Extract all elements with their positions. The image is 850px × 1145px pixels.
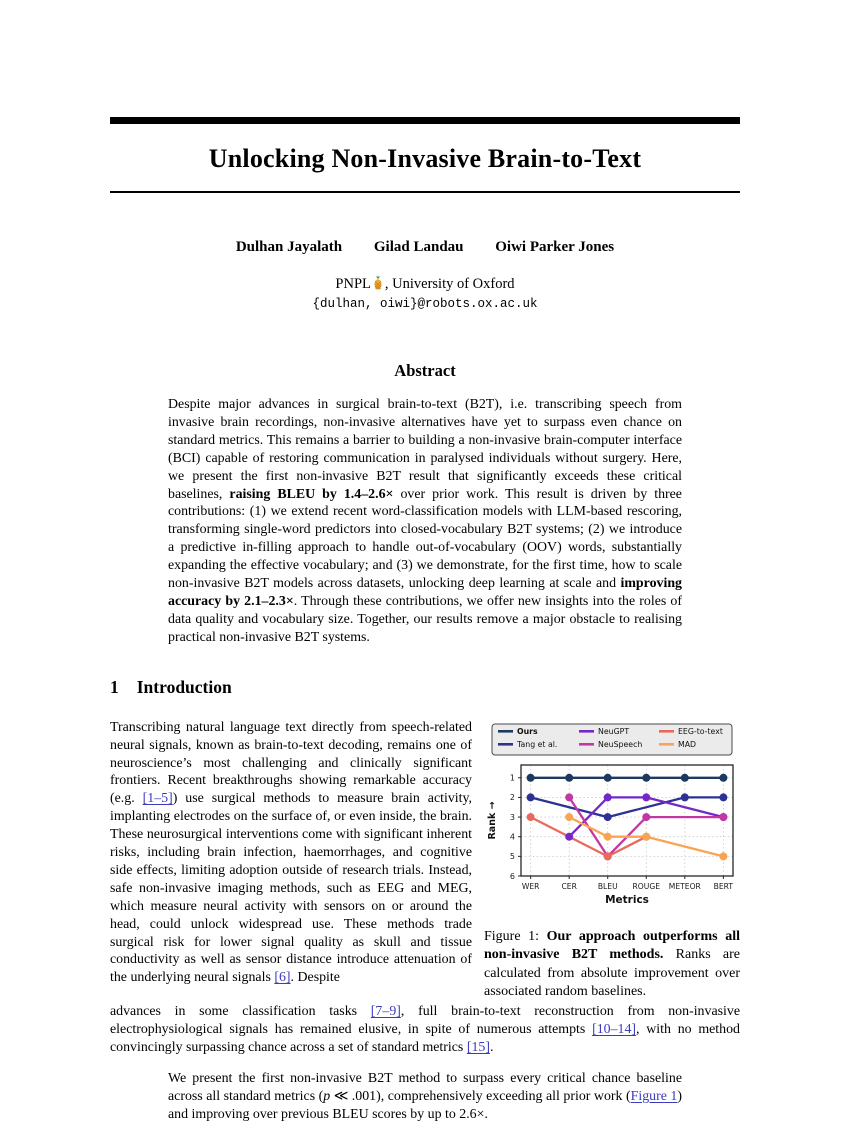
svg-text:BERT: BERT [713,881,734,891]
legend-label-MAD: MAD [678,739,697,749]
abstract-text: Despite major advances in surgical brain-to-text (B2T), i.e. transcribing speech from invasive brain recordings, non-invasive alternatives have yet to surpass even chance on standard metrics. This remains a barrier to building a non-invasive brain-computer interface (BCI) capable of restoring communication in paralysed individuals without surgery. Here, we present the first non-invasive B2T result that significantly exceeds these critical baselines, raising BLEU by 1.4–2.6× over prior work. This result is driven by three contributions: (1) we extend recent word-classification models with LLM-based rescoring, transforming single-word predictors into closed-vocabulary B2T systems; (2) we introduce a predictive in-filling approach to handle out-of-vocabulary (OOV) words, substantially expanding the effective vocabulary; and (3) we demonstrate, for the first time, how to scale non-invasive B2T models across datasets, unlocking deep learning at scale and improving accuracy by 2.1–2.3×. Through these contributions, we offer new insights into the roles of data quality and vocabulary size. Together, our results remove a major obstacle to realising practical non-invasive B2T systems. [168,397,682,645]
svg-text:6: 6 [509,871,515,881]
author-3: Oiwi Parker Jones [495,239,615,255]
legend-label-Ours: Ours [517,726,538,736]
affiliation [110,275,740,293]
chart-gridlines [521,765,733,876]
intro-figure-row [110,719,740,1002]
section-number: 1 [110,676,119,697]
svg-text:4: 4 [509,832,515,842]
svg-text:BLEU: BLEU [597,881,618,891]
figure1-block [484,719,740,1002]
page-title: Unlocking Non-Invasive Brain-to-Text [208,144,642,173]
svg-text:ROUGE: ROUGE [632,881,661,891]
plot-border [521,765,733,876]
intro-paragraph-2: We present the first non-invasive B2T method to surpass every critical chance baseline across all standard metrics (p ≪ .001), comprehensively exceeding all prior work (Figure 1) and improving over previous BLEU scores by up to 2.6×. [168,1071,683,1122]
affiliation-lab: PNPL [335,276,371,292]
intro-paragraph-1-continued: advances in some classification tasks [7–9], full brain-to-text reconstruction from non-invasive electrophysiological signals has remained elusive, in spite of numerous attempts [10–14], with no method convincingly surpassing chance across a set of standard metrics [15]. [110,1004,740,1056]
citation-link[interactable]: [7–9] [370,1004,401,1020]
figure1-caption: Figure 1: Our approach outperforms all non-invasive B2T methods. Ranks are calculated from absolute improvement over associated random baselines. [484,928,740,999]
pineapple-icon [372,275,384,290]
series-line-Tang et al. [531,797,724,817]
svg-text:Rank →: Rank → [487,801,498,840]
figure1-chart-area [484,719,740,919]
author-2: Gilad Landau [373,239,464,255]
svg-text:METEOR: METEOR [668,881,701,891]
x-axis-label: Metrics [605,893,649,906]
citation-link[interactable]: [6] [274,970,291,986]
y-axis-label [487,801,498,839]
abstract-heading: Abstract [394,361,456,380]
citation-link[interactable]: [15] [466,1040,490,1056]
affiliation-university: , University of Oxford [384,276,515,292]
top-rule [110,117,740,124]
legend-label-EEG-to-text: EEG-to-text [678,726,723,736]
intro-paragraph-1: Transcribing natural language text directly from speech-related neural signals, known as brain-to-text decoding, remains one of neuroscience’s most challenging and clinically significant frontiers. Recent breakthroughs showing remarkable accuracy (e.g. [1–5]) use surgical methods to measure brain activity, implanting electrodes on the surface of, or even inside, the brain. These neurosurgical interventions come with significant inherent risks, including brain infection, haemorrhages, and cognitive side effects, limiting adoption outside of research trials. Instead, safe non-invasive imaging methods, such as EEG and MEG, which measure neural activity with sensors on or around the head, could unlock widespread use. These methods trade surgical risk for lower signal quality as skull and tissue conductivity as well as sensor distance introduce attenuation of the underlying neural signals [6]. Despite [110,719,473,986]
citation-link[interactable]: [10–14] [592,1022,637,1038]
citation-link[interactable]: [1–5] [142,791,173,807]
legend-label-Tang et al.: Tang et al. [517,739,558,749]
svg-text:WER: WER [521,881,540,891]
axis-tick-labels [510,773,734,890]
author-1: Dulhan Jayalath [235,239,343,255]
author-list [110,239,740,256]
author-emails: {dulhan, oiwi}@robots.ox.ac.uk [312,297,538,311]
section-title: Introduction [136,676,232,697]
axis-ticks [518,777,723,878]
legend-label-NeuSpeech: NeuSpeech [598,739,643,749]
legend-label-NeuGPT: NeuGPT [598,726,630,736]
svg-text:3: 3 [509,812,515,822]
svg-text:2: 2 [509,792,515,802]
svg-text:1: 1 [509,773,515,783]
chart-legend [492,724,732,755]
paper-content [110,0,740,1124]
svg-text:CER: CER [561,881,577,891]
figure1-chart [484,719,740,919]
citation-link[interactable]: Figure 1 [630,1088,678,1104]
title-rule [110,191,740,193]
section-heading-introduction [110,677,740,698]
svg-text:5: 5 [509,851,515,861]
